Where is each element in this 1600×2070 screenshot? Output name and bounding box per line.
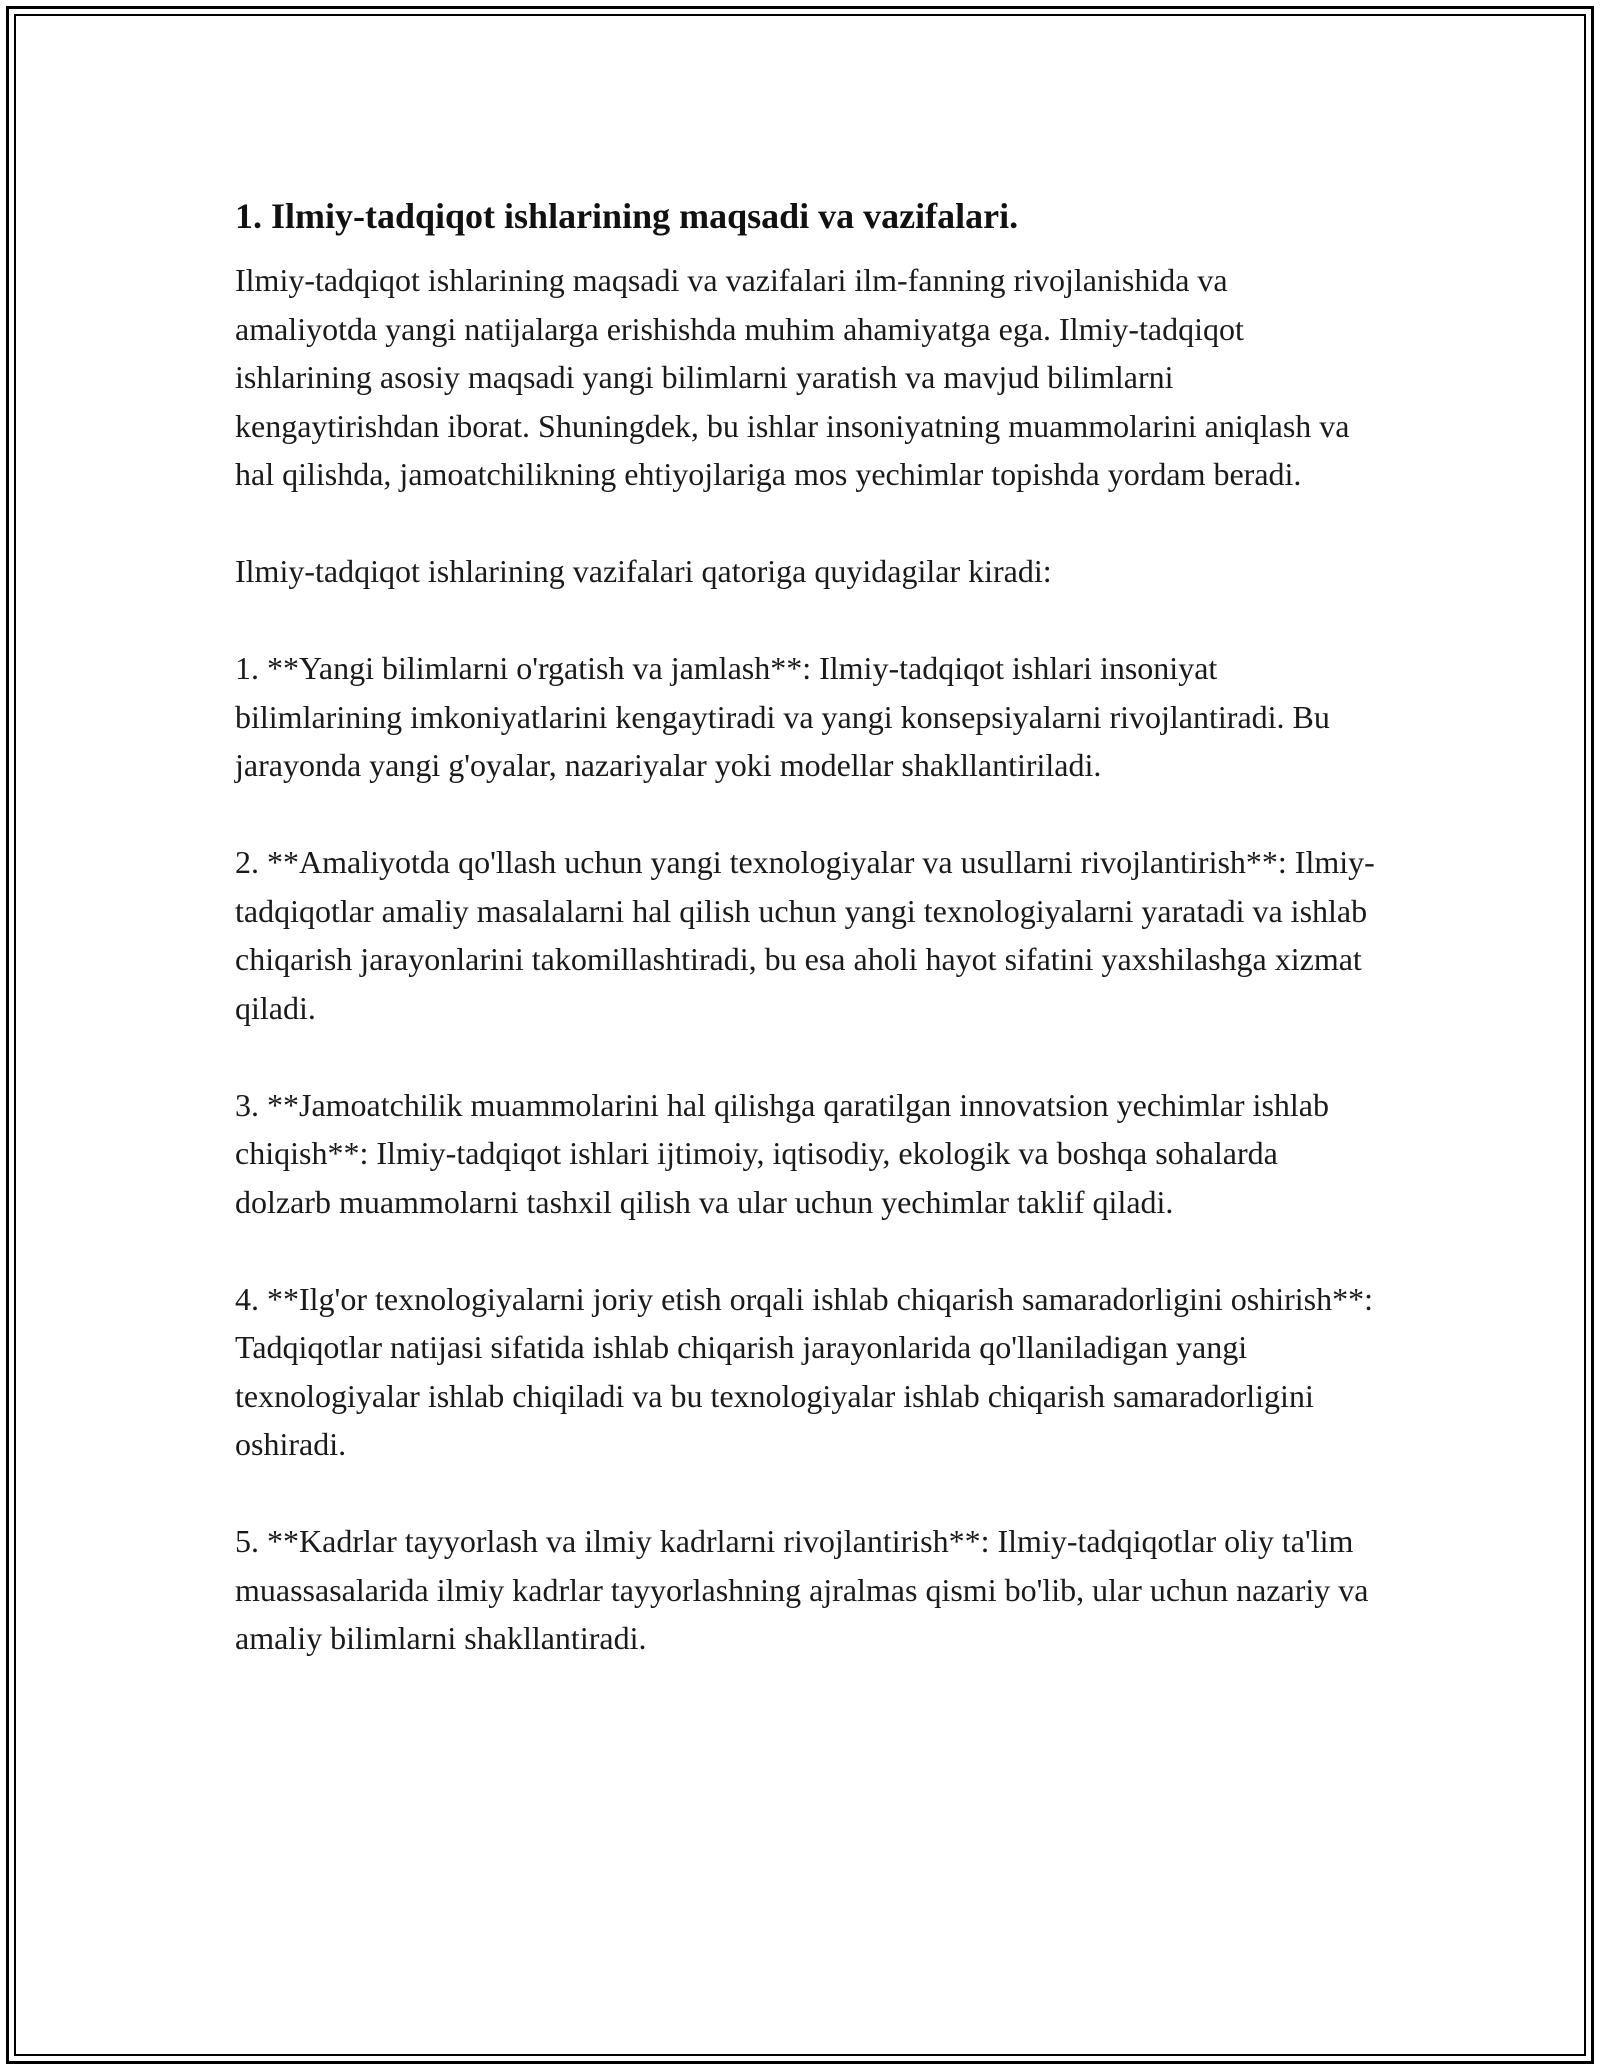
task-item-3: 3. **Jamoatchilik muammolarini hal qilishga qaratilgan innovatsion yechimlar ishlab chiqish**: Ilmiy-tadqiqot ishlari ijtimoiy, iqtisodiy, ekologik va boshqa sohalarda dolzarb muammolarni tashxil qilish va ular uchun yechimlar taklif qiladi.	[235, 1086, 1329, 1220]
task-item-1: 1. **Yangi bilimlarni o'rgatish va jamlash**: Ilmiy-tadqiqot ishlari insoniyat bilimlarining imkoniyatlarini kengaytiradi va yangi konsepsiyalarni rivojlantiradi. Bu jarayonda yangi g'oyalar, nazariyalar yoki modellar shakllantiriladi.	[235, 650, 1330, 783]
section-heading: 1. Ilmiy-tadqiqot ishlarining maqsadi va vazifalari.	[235, 196, 1019, 236]
intro-paragraph: Ilmiy-tadqiqot ishlarining maqsadi va vazifalari ilm-fanning rivojlanishida va amaliyotda yangi natijalarga erishishda muhim ahamiyatga ega. Ilmiy-tadqiqot ishlarining asosiy maqsadi yangi bilimlarni yaratish va mavjud bilimlarni kengaytirishdan iborat. Shuningdek, bu ishlar insoniyatning muammolarini aniqlash va hal qilishda, jamoatchilikning ehtiyojlariga mos yechimlar topishda yordam beradi.	[235, 262, 1350, 492]
tasks-lead-paragraph: Ilmiy-tadqiqot ishlarining vazifalari qatoriga quyidagilar kiradi:	[235, 553, 1052, 589]
document-body	[235, 188, 1375, 1711]
task-item-2: 2. **Amaliyotda qo'llash uchun yangi texnologiyalar va usullarni rivojlantirish**: Ilmiy-tadqiqotlar amaliy masalalarni hal qilish uchun yangi texnologiyalarni yaratadi va ishlab chiqarish jarayonlarini takomillashtiradi, bu esa aholi hayot sifatini yaxshilashga xizmat qiladi.	[235, 844, 1375, 1026]
task-item-4: 4. **Ilg'or texnologiyalarni joriy etish orqali ishlab chiqarish samaradorligini oshirish**: Tadqiqotlar natijasi sifatida ishlab chiqarish jarayonlarida qo'llaniladigan yangi texnologiyalar ishlab chiqiladi va bu texnologiyalar ishlab chiqarish samaradorligini oshiradi.	[235, 1280, 1373, 1462]
task-item-5: 5. **Kadrlar tayyorlash va ilmiy kadrlarni rivojlantirish**: Ilmiy-tadqiqotlar oliy ta'lim muassasalarida ilmiy kadrlar tayyorlashning ajralmas qismi bo'lib, ular uchun nazariy va amaliy bilimlarni shakllantiradi.	[235, 1523, 1369, 1656]
